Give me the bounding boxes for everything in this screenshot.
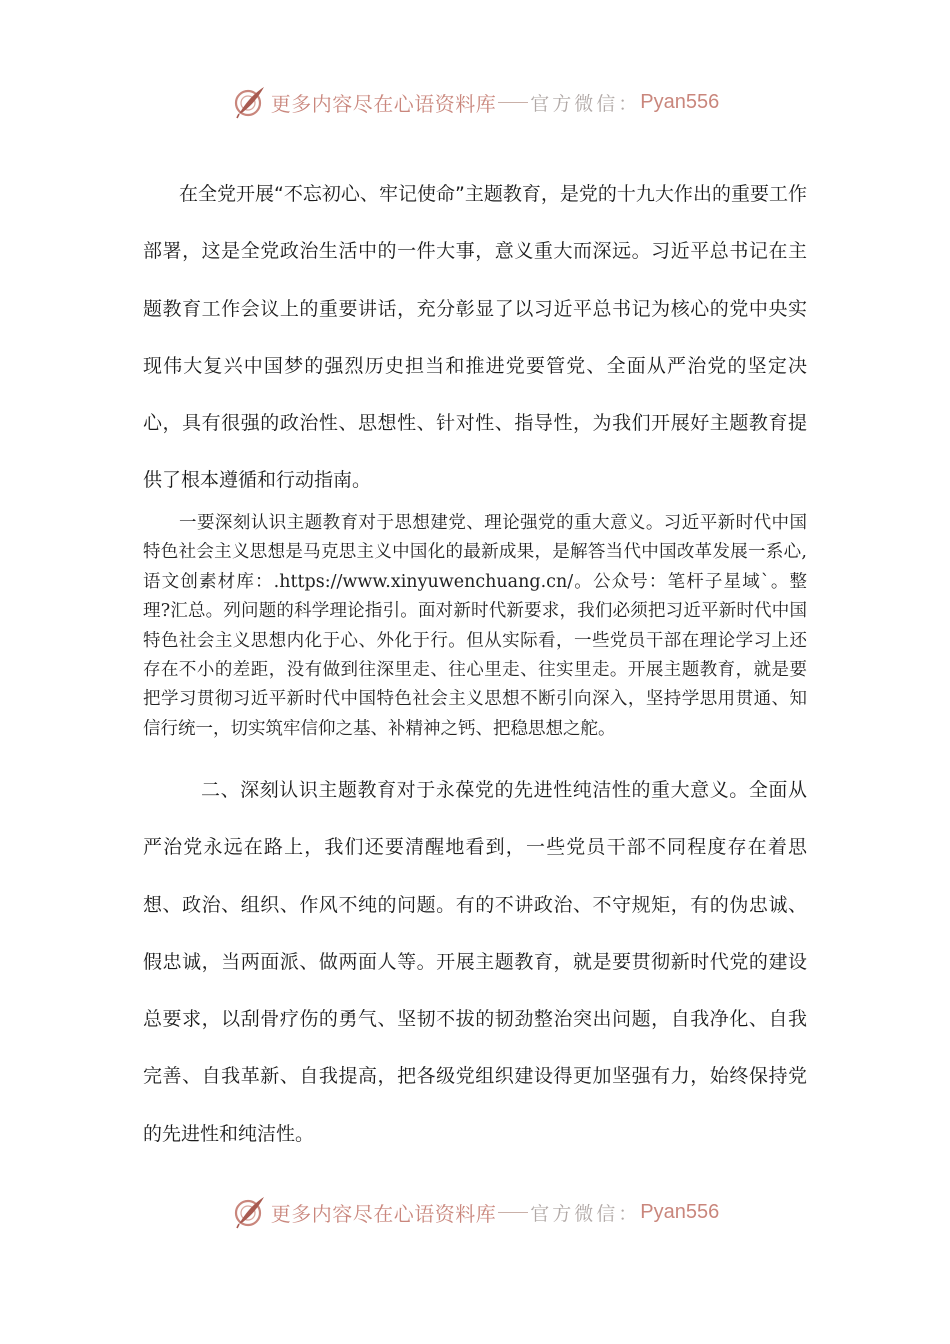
- paragraph-point-one: 一要深刻认识主题教育对于思想建党、理论强党的重大意义。习近平新时代中国特色社会主义思想是马克思主义中国化的最新成果，是解答当代中国改革发展一系心,语文创素材库：.https://www.xinyuwenchuang.cn/。公众号：笔杆子星域`。整理?汇总。列问题的科学理论指引。面对新时代新要求，我们必须把习近平新时代中国特色社会主义思想内化于心、外化于行。但从实际看，一些党员干部在理论学习上还存在不小的差距，没有做到往深里走、往心里走、往实里走。开展主题教育，就是要把学习贯彻习近平新时代中国特色社会主义思想不断引向深入，坚持学思用贯通、知信行统一，切实筑牢信仰之基、补精神之钙、把稳思想之舵。: [143, 513, 807, 739]
- quill-logo-icon: [231, 1194, 267, 1230]
- paragraph-intro: 在全党开展“不忘初心、牢记使命”主题教育，是党的十九大作出的重要工作部署，这是全党政治生活中的一件大事，意义重大而深远。习近平总书记在主题教育工作会议上的重要讲话，充分彰显了以习近平总书记为核心的党中央实现伟大复兴中国梦的强烈历史担当和推进党要管党、全面从严治党的坚定决心，具有很强的政治性、思想性、针对性、指导性，为我们开展好主题教育提供了根本遵循和行动指南。: [143, 183, 807, 492]
- banner-wechat-label: 官方微信：: [530, 1202, 641, 1225]
- header-banner: [0, 82, 950, 122]
- banner-dash: [498, 1212, 528, 1213]
- quill-logo-icon: [231, 84, 267, 120]
- banner-wechat-id: Pyan556: [640, 1200, 720, 1223]
- banner-wechat-id: Pyan556: [640, 90, 720, 113]
- footer-banner: [0, 1192, 950, 1232]
- banner-dash: [498, 102, 528, 103]
- paragraph-point-two: 二、深刻认识主题教育对于永葆党的先进性纯洁性的重大意义。全面从严治党永远在路上，我们还要清醒地看到，一些党员干部不同程度存在着思想、政治、组织、作风不纯的问题。有的不讲政治、不守规矩，有的伪忠诚、假忠诚，当两面派、做两面人等。开展主题教育，就是要贯彻新时代党的建设总要求，以刮骨疗伤的勇气、坚韧不拔的韧劲整治突出问题，自我净化、自我完善、自我革新、自我提高，把各级党组织建设得更加坚强有力，始终保持党的先进性和纯洁性。: [143, 779, 807, 1145]
- banner-brand: 更多内容尽在心语资料库: [270, 91, 497, 116]
- banner-wechat-label: 官方微信：: [530, 92, 641, 115]
- banner-brand: 更多内容尽在心语资料库: [270, 1201, 497, 1226]
